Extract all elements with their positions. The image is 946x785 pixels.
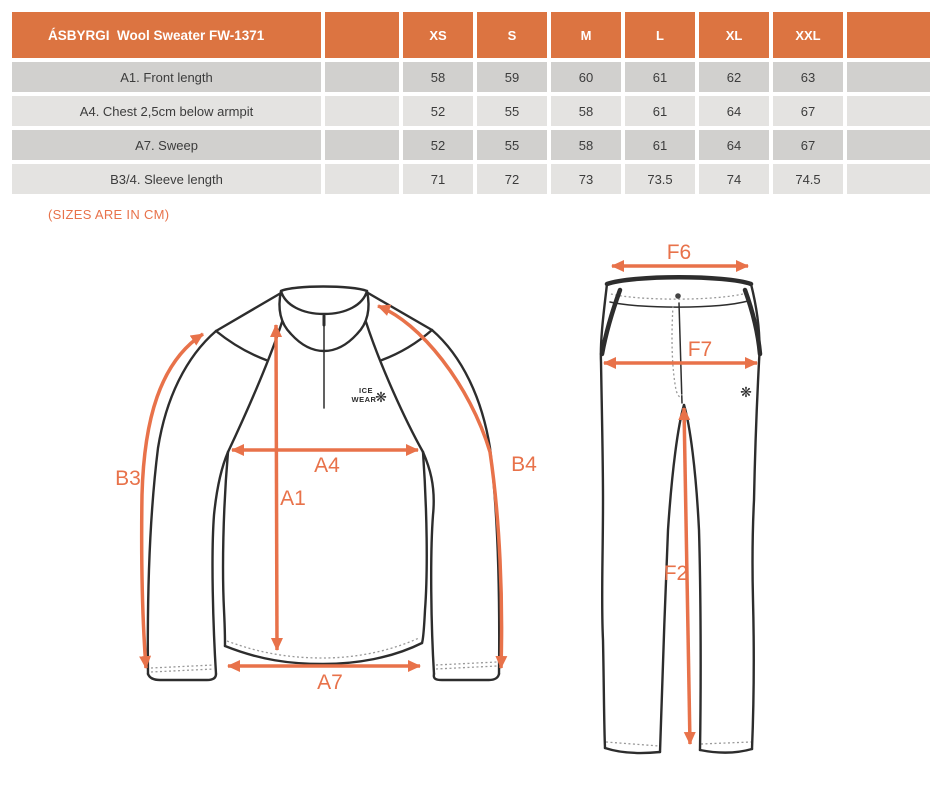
logo-line2: WEAR	[351, 395, 377, 404]
b3-label: B3	[115, 467, 141, 490]
row-label: B3/4. Sleeve length	[12, 164, 321, 194]
a1-label: A1	[280, 487, 306, 510]
value-cell: 52	[403, 96, 473, 126]
measurement-diagram	[0, 230, 946, 785]
b3-arrow	[142, 334, 203, 668]
header-size-xs: XS	[403, 12, 473, 58]
header-size-s: S	[477, 12, 547, 58]
value-cell: 61	[625, 130, 695, 160]
pants-drawing	[601, 277, 760, 753]
value-cell: 55	[477, 130, 547, 160]
table-row	[12, 164, 930, 194]
table-row	[12, 96, 930, 126]
sweater-drawing	[148, 287, 499, 681]
header-size-xxl: XXL	[773, 12, 843, 58]
header-end-cell	[847, 12, 930, 58]
header-size-xl: XL	[699, 12, 769, 58]
value-cell: 61	[625, 96, 695, 126]
value-cell: 74.5	[773, 164, 843, 194]
product-title: ÁSBYRGI Wool Sweater FW-1371	[12, 12, 321, 58]
value-cell: 58	[551, 96, 621, 126]
value-cell: 73.5	[625, 164, 695, 194]
value-cell: 58	[403, 62, 473, 92]
snowflake-icon: ❋	[375, 390, 387, 406]
header-size-l: L	[625, 12, 695, 58]
value-cell: 67	[773, 130, 843, 160]
a1-arrow	[276, 325, 277, 650]
size-chart-table	[8, 8, 934, 198]
spacer-cell	[325, 96, 399, 126]
row-label: A7. Sweep	[12, 130, 321, 160]
value-cell: 59	[477, 62, 547, 92]
a7-label: A7	[317, 671, 343, 694]
spacer-cell	[325, 130, 399, 160]
row-label: A4. Chest 2,5cm below armpit	[12, 96, 321, 126]
pants-arrows	[604, 241, 757, 744]
value-cell: 71	[403, 164, 473, 194]
row-label: A1. Front length	[12, 62, 321, 92]
value-cell: 55	[477, 96, 547, 126]
table-header-row	[12, 12, 930, 58]
end-cell	[847, 62, 930, 92]
value-cell: 61	[625, 62, 695, 92]
spacer-cell	[325, 62, 399, 92]
f6-label: F6	[666, 241, 692, 264]
table-row	[12, 130, 930, 160]
header-spacer-cell	[325, 12, 399, 58]
value-cell: 74	[699, 164, 769, 194]
a4-label: A4	[314, 454, 340, 477]
b4-arrow	[378, 306, 502, 668]
logo-line1: ICE	[358, 386, 374, 395]
value-cell: 62	[699, 62, 769, 92]
f2-label: F2	[663, 562, 689, 585]
value-cell: 64	[699, 130, 769, 160]
b4-label: B4	[511, 453, 537, 476]
value-cell: 52	[403, 130, 473, 160]
value-cell: 72	[477, 164, 547, 194]
end-cell	[847, 164, 930, 194]
value-cell: 58	[551, 130, 621, 160]
spacer-cell	[325, 164, 399, 194]
end-cell	[847, 96, 930, 126]
table-row	[12, 62, 930, 92]
value-cell: 60	[551, 62, 621, 92]
end-cell	[847, 130, 930, 160]
header-size-m: M	[551, 12, 621, 58]
sizes-unit-note: (SIZES ARE IN CM)	[48, 207, 170, 222]
snowflake-icon: ❋	[740, 385, 752, 401]
waist-button	[675, 293, 681, 299]
f7-label: F7	[687, 338, 713, 361]
value-cell: 73	[551, 164, 621, 194]
sweater-arrows	[115, 306, 537, 694]
value-cell: 67	[773, 96, 843, 126]
value-cell: 63	[773, 62, 843, 92]
value-cell: 64	[699, 96, 769, 126]
icewear-logo	[352, 386, 388, 406]
